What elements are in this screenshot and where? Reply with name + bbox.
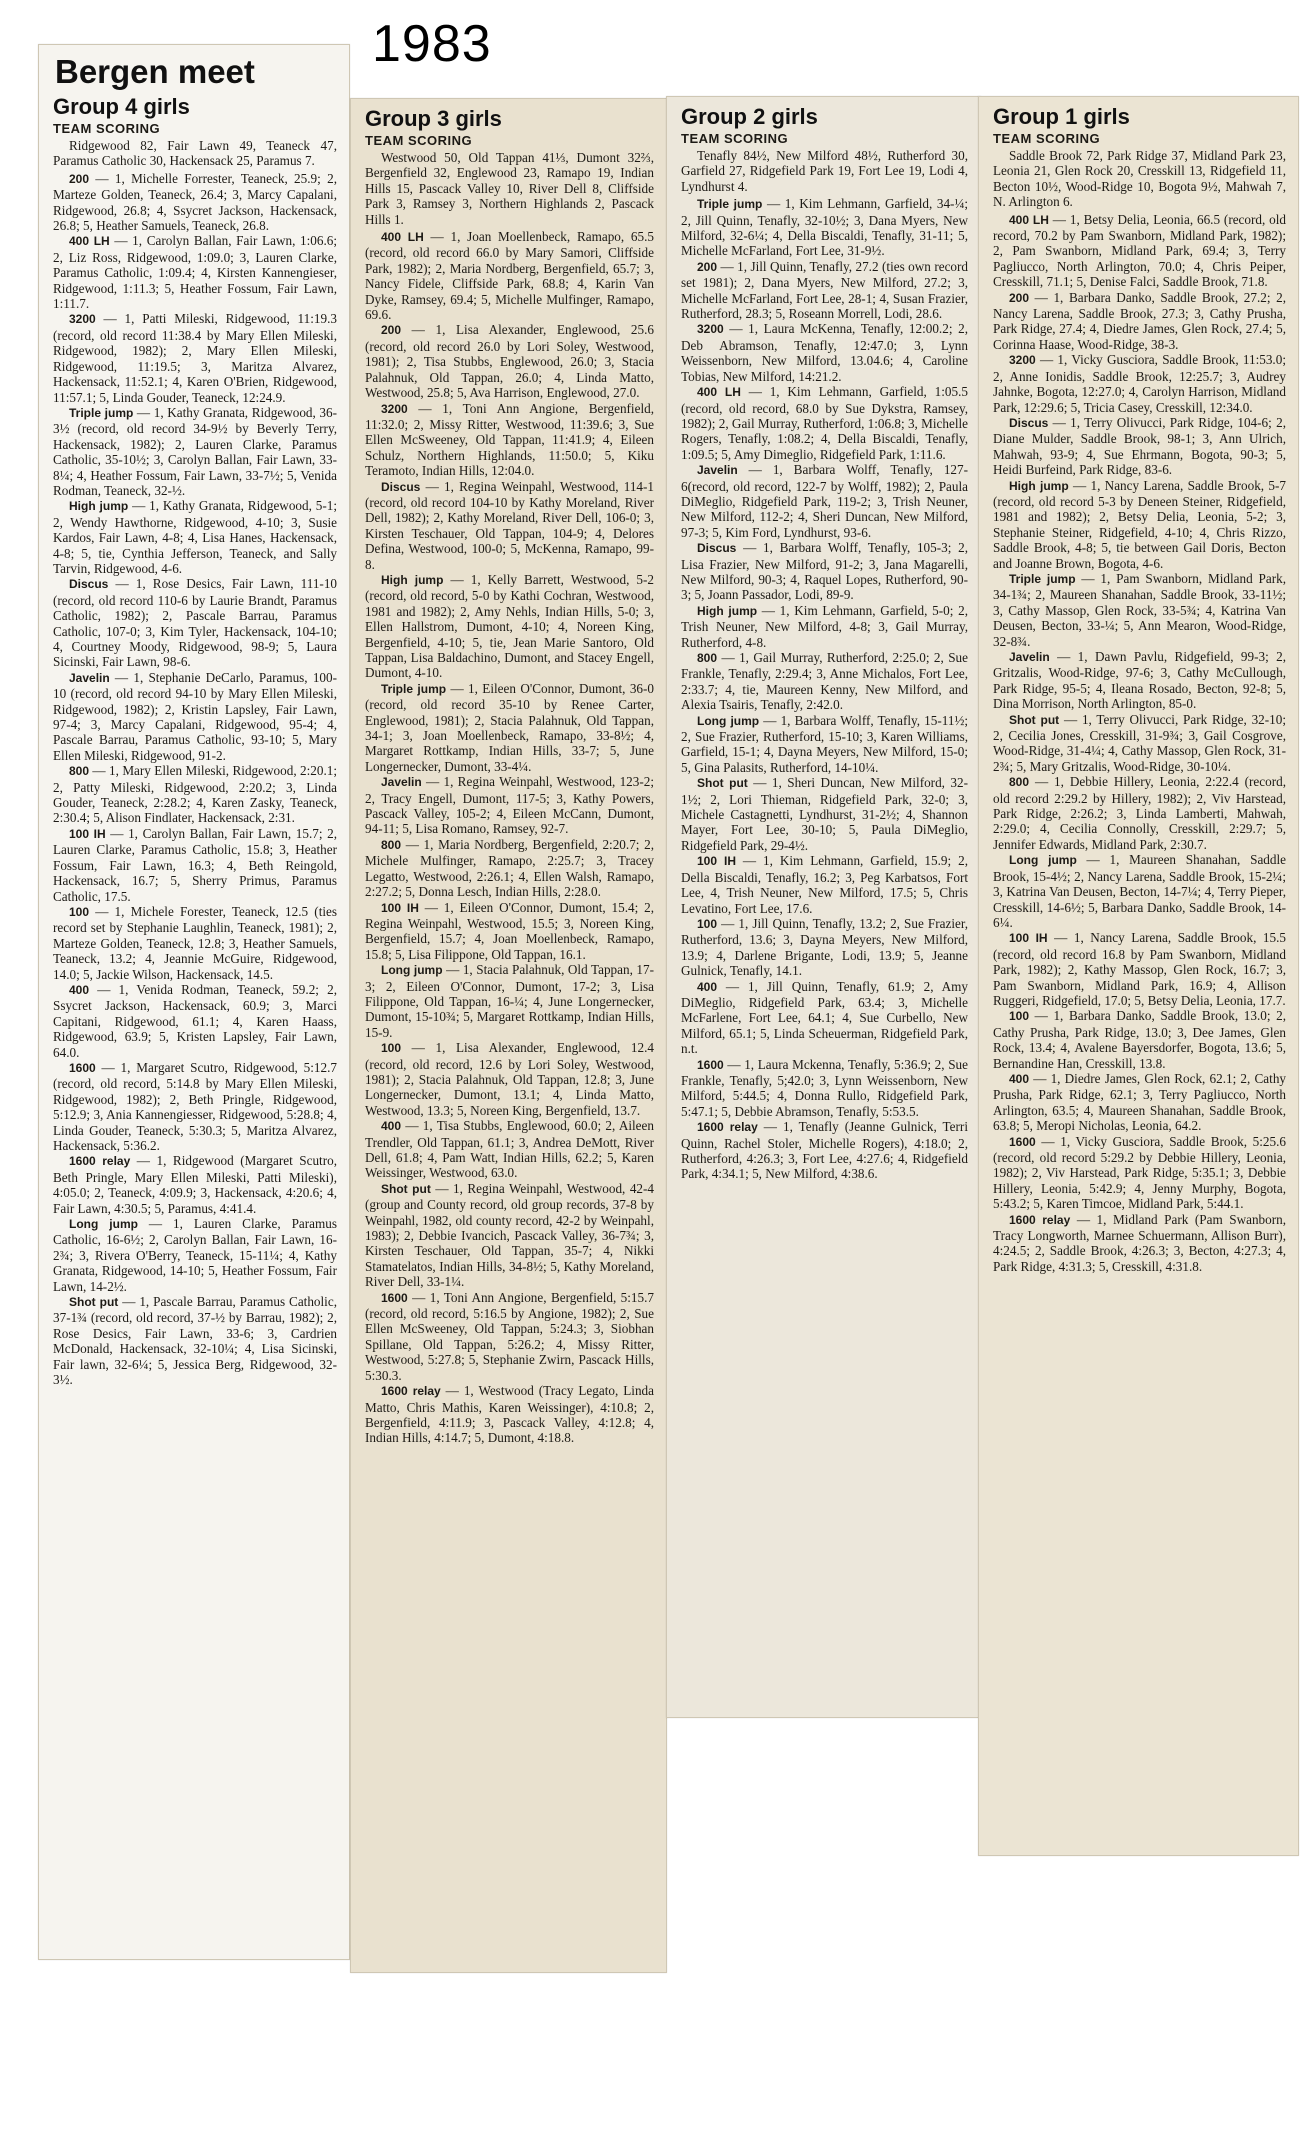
event-result: 100 IH — 1, Eileen O'Connor, Dumont, 15.4; 2, Regina Weinpahl, Westwood, 15.5; 3, Noreen King, Bergenfield, 15.7; 4, Joan Moellenbeck, Ramapo, 15.8; 5, Lisa Filippone, Old Tappan, 16.1. (365, 899, 654, 962)
event-text: 1, Stephanie DeCarlo, Paramus, 100-10 (record, old record 94-10 by Mary Ellen Mileski, Ridgewood, 1982); 2, Kristin Lapsley, Fair Lawn, 97-4; 3, Marcy Capalani, Ridgewood, 95-4; 4, Pascale Barrau, Paramus Catholic, 93-10; 5, Mary Ellen Mileski, Ridgewood, 91-2. (53, 669, 337, 763)
event-text: 1, Westwood (Tracy Legato, Linda Matto, Chris Mathis, Karen Weissinger), 4:10.8; 2, Bergenfield, 4:11.9; 3, Pascack Valley, 4:12.8; 4, Indian Hills, 4:14.7; 5, Dumont, 4:18.8. (365, 1383, 654, 1446)
event-result: 400 — 1, Venida Rodman, Teaneck, 59.2; 2, Ssycret Jackson, Hackensack, 60.9; 3, Marci Capitani, Ridgewood, 61.1; 4, Karen Haass, Ridgewood, 63.9; 5, Kristen Lapsley, Fair Lawn, 64.0. (53, 981, 337, 1060)
team-scoring-label: TEAM SCORING (365, 133, 473, 148)
event-name: 400 (381, 1119, 402, 1134)
event-text: 1, Carolyn Ballan, Fair Lawn, 15.7; 2, Lauren Clarke, Paramus Catholic, 15.8; 3, Heather Fossum, Fair Lawn, 16.3; 4, Beth Reingold, Hackensack, 16.7; 5, Sherry Primus, Paramus Catholic, 17.5. (53, 825, 338, 904)
event-result: 400 LH — 1, Joan Moellenbeck, Ramapo, 65.5 (record, old record 66.0 by Mary Samori, Cliffside Park, 1982); 2, Maria Nordberg, Bergenfield, 65.7; 3, Nancy Fidele, Cliffside Park, 68.8; 4, Karin Van Dyke, Ramsey, 69.4; 5, Michelle Mulfinger, Ramapo, 69.6. (365, 229, 655, 323)
event-text: 1, Barbara Danko, Saddle Brook, 13.0; 2, Cathy Prusha, Park Ridge, 13.0; 3, Dee James, Glen Rock, 13.4; 4, Avalene Bayersdorfer, Bogota, 13.6; 5, Bernandine Han, Cresskill, 13.8. (993, 1008, 1287, 1071)
event-result: 200 — 1, Barbara Danko, Saddle Brook, 27.2; 2, Nancy Larena, Saddle Brook, 27.3; 3, Cathy Prusha, Park Ridge, 27.4; 4, Diedre James, Glen Rock, 27.4; 5, Corinna Haase, Wood-Ridge, 38-3. (993, 289, 1287, 352)
event-text: 1, Eileen O'Connor, Dumont, 15.4; 2, Regina Weinpahl, Westwood, 15.5; 3, Noreen King, Bergenfield, 15.7; 4, Joan Moellenbeck, Ramapo, 15.8; 5, Lisa Filippone, Old Tappan, 16.1. (365, 899, 654, 962)
event-name: Long jump (381, 963, 443, 978)
event-text: 1, Kelly Barrett, Westwood, 5-2 (record, old record, 5-0 by Kathi Cochran, Westwood, 1981 and 1982); 2, Amy Nehls, Indian Hills, 5-0; 3, Ellen Hallstrom, Dumont, 4-10; 4, Noreen King, Bergenfield, 4-10; 5, tie, Jean Marie Santoro, Old Tappan, Lisa Baldachino, Dumont, and Stacey Engell, Dumont, 4-10. (365, 571, 654, 681)
event-name: Javelin (697, 463, 738, 478)
event-result: Shot put — 1, Regina Weinpahl, Westwood, 42-4 (group and County record, old group records, 37-8 by Weinpahl, 1982, old county record, 42-2 by Weinpahl, 1983); 2, Debbie Ivancich, Pascack Valley, 36-7¾; 3, Kirsten Teschauer, Old Tappan, 35-7; 4, Nikki Stamatelatos, Indian Hills, 34-8½; 5, Kathy Moreland, River Dell, 33-1¼. (365, 1180, 655, 1290)
event-text: 1, Toni Ann Angione, Bergenfield, 11:32.0; 2, Missy Ritter, Westwood, 11:39.6; 3, Sue Ellen McSweeney, Old Tappan, 11:41.9; 4, Eileen Schulz, Northern Highlands, 11:50.0; 5, Kiku Teramoto, Indian Hills, 12:04.0. (365, 400, 654, 479)
event-text: 1, Patti Mileski, Ridgewood, 11:19.3 (record, old record 11:38.4 by Mary Ellen Mileski, Ridgewood, 1982); 2, Mary Ellen Mileski, Ridgewood, 11:19.5; 3, Maritza Alvarez, Hackensack, 11:52.1; 4, Karen O'Brien, Ridgewood, 11:57.1; 5, Linda Gouder, Teaneck, 12:24.9. (53, 311, 337, 405)
event-name: 400 LH (381, 230, 424, 245)
event-text: 1, Vicky Gusciora, Saddle Brook, 11:53.0; 2, Anne Ionidis, Saddle Brook, 12:25.7; 3, Audrey Jahnke, Bogota, 12:27.0; 4, Carolyn Harrison, Midland Park, 12:29.6; 5, Tricia Casey, Cresskill, 12:34.0. (993, 352, 1286, 415)
event-name: Triple jump (381, 681, 447, 696)
event-result: Javelin — 1, Barbara Wolff, Tenafly, 127-6(record, old record, 122-7 by Wolff, 1982); 2, Paula DiMeglio, Ridgefield Park, 119-2; 3, Trish Neuner, New Milford, 112-2; 4, Sheri Duncan, New Milford, 97-3; 5, Kim Ford, Lyndhurst, 93-6. (681, 462, 968, 540)
section-title: Group 2 girls (681, 104, 818, 129)
event-name: 400 LH (69, 234, 110, 249)
event-name: High jump (697, 603, 758, 618)
event-name: 3200 (381, 401, 408, 416)
event-name: 100 IH (381, 900, 419, 915)
event-result: Discus — 1, Barbara Wolff, Tenafly, 105-3; 2, Lisa Frazier, New Milford, 91-2; 3, Jana Magarelli, New Milford, 90-3; 4, Raquel Lopes, Rutherford, 90-3; 5, Joann Passador, Lodi, 89-9. (681, 540, 968, 603)
event-name: Discus (69, 577, 109, 592)
event-text: 1, Michelle Forrester, Teaneck, 25.9; 2, Marteze Golden, Teaneck, 26.4; 3, Marcy Capalani, Ridgewood, 26.8; 4, Ssycret Jackson, Hackensack, 26.8; 5, Heather Samuels, Teaneck, 26.8. (53, 170, 338, 234)
event-result: High jump — 1, Nancy Larena, Saddle Brook, 5-7 (record, old record 5-3 by Deneen Steiner, Ridgefield, 1981 and 1982); 2, Betsy Delia, Leonia, 5-2; 3, Stephanie Steiner, Ridgefield, 4-10; 4, Chris Rizzo, Saddle Brook, 4-8; 5, tie between Gail Doris, Becton and Joanne Brown, Bogota, 4-6. (993, 477, 1286, 571)
event-name: High jump (1009, 478, 1069, 493)
event-text: 1, Regina Weinpahl, Westwood, 42-4 (group and County record, old group records, 37-8 by Weinpahl, 1982, old county record, 42-2 by Weinpahl, 1983); 2, Debbie Ivancich, Pascack Valley, 36-7¾; 3, Kirsten Teschauer, Old Tappan, 35-7; 4, Nikki Stamatelatos, Indian Hills, 34-8½; 5, Kathy Moreland, River Dell, 33-1¼. (365, 1180, 655, 1290)
event-result: 1600 relay — 1, Tenafly (Jeanne Gulnick, Terri Quinn, Rachel Stoler, Michelle Rogers), 4:18.0; 2, Rutherford, 4:26.3; 3, Fort Lee, 4:27.6; 4, Ridgefield Park, 4:34.1; 5, New Milford, 4:38.6. (681, 1119, 968, 1182)
event-name: High jump (381, 572, 444, 587)
event-name: 1600 relay (381, 1384, 441, 1399)
clipping-group-2 (666, 96, 981, 1718)
event-text: 1, Laura Mckenna, Tenafly, 5:36.9; 2, Sue Frankle, Tenafly, 5;42.0; 3, Lynn Weissenborn, New Milford, 5:44.5; 4, Donna Rullo, Ridgefield Park, 5:47.1; 5, Debbie Abramson, Tenafly, 5:53.5. (681, 1056, 969, 1119)
event-name: High jump (69, 499, 129, 514)
event-name: 100 (381, 1041, 402, 1056)
event-result: Discus — 1, Terry Olivucci, Park Ridge, 104-6; 2, Diane Mulder, Saddle Brook, 98-1; 3, Ann Ulrich, Mahwah, 93-9; 4, Sue Ehrmann, Bogota, 90-3; 5, Heidi Burfeind, Park Ridge, 83-6. (993, 414, 1286, 478)
event-text: 1, Betsy Delia, Leonia, 66.5 (record, old record, 70.2 by Pam Swanborn, Midland Park, 1982); 2, Pam Swanborn, Midland Park, 69.4; 3, Terry Pagliucco, North Arlington, 70.0; 4, Chris Peiper, Cresskill, 71.1; 5, Denise Falci, Saddle Brook, 71.8. (993, 211, 1286, 290)
event-text: 1, Nancy Larena, Saddle Brook, 15.5 (record, old record 16.8 by Pam Swanborn, Midland Park, 1982); 2, Kathy Massop, Glen Rock, 16.7; 3, Pam Swanborn, Midland Park, 16.9; 4, Allison Ruggeri, Ridgefield, 17.0; 5, Betsy Delia, Leonia, 17.7. (993, 930, 1287, 1008)
clipping-group-1 (978, 96, 1299, 1856)
event-result: 800 — 1, Maria Nordberg, Bergenfield, 2:20.7; 2, Michele Mulfinger, Ramapo, 2:25.7; 3, Tracey Legatto, Westwood, 2:26.1; 4, Ellen Walsh, Ramapo, 2:27.2; 5, Donna Lesch, Indian Hills, 2:28.0. (365, 836, 655, 900)
event-result: 100 IH — 1, Kim Lehmann, Garfield, 15.9; 2, Della Biscaldi, Tenafly, 16.2; 3, Peg Karbatsos, Fort Lee, 4, Trish Neuner, New Milford, 17.5; 5, Chris Levatino, Fort Lee, 17.6. (681, 853, 968, 916)
event-text: 1, Pam Swanborn, Midland Park, 34-1¾; 2, Maureen Shanahan, Saddle Brook, 33-11½; 3, Cathy Massop, Glen Rock, 33-5¾; 4, Katrina Van Deusen, Becton, 33-¼; 5, Ann Mearon, Wood-Ridge, 32-8¾. (993, 570, 1286, 649)
event-text: 1, Jill Quinn, Tenafly, 27.2 (ties own record set 1981); 2, Dana Myers, New Milford, 27.2; 3, Michelle McFarland, Fort Lee, 28-1; 4, Susan Frazier, Rutherford, 28.3; 5, Roseann Morrell, Lodi, 28.6. (681, 258, 968, 322)
event-name: Long jump (697, 713, 760, 728)
event-text: 1, Maria Nordberg, Bergenfield, 2:20.7; 2, Michele Mulfinger, Ramapo, 2:25.7; 3, Tracey Legatto, Westwood, 2:26.1; 4, Ellen Walsh, Ramapo, 2:27.2; 5, Donna Lesch, Indian Hills, 2:28.0. (365, 836, 655, 900)
event-result: 100 — 1, Lisa Alexander, Englewood, 12.4 (record, old record, 12.6 by Lori Soley, Westwood, 1981); 2, Stacia Palahnuk, Old Tappan, 12.8; 3, June Longernecker, Dumont, 13.1; 4, Linda Matto, Westwood, 13.3; 5, Noreen King, Bergenfield, 13.7. (365, 1040, 655, 1118)
team-scoring-label: TEAM SCORING (53, 121, 161, 136)
event-result: Triple jump — 1, Pam Swanborn, Midland Park, 34-1¾; 2, Maureen Shanahan, Saddle Brook, 33-11½; 3, Cathy Massop, Glen Rock, 33-5¾; 4, Katrina Van Deusen, Becton, 33-¼; 5, Ann Mearon, Wood-Ridge, 32-8¾. (993, 570, 1286, 649)
event-text: 1, Barbara Wolff, Tenafly, 127-6(record, old record, 122-7 by Wolff, 1982); 2, Paula DiMeglio, Ridgefield Park, 119-2; 3, Trish Neuner, New Milford, 112-2; 4, Sheri Duncan, New Milford, 97-3; 5, Kim Ford, Lyndhurst, 93-6. (681, 462, 968, 540)
event-name: Triple jump (697, 197, 763, 212)
event-result: Triple jump — 1, Kim Lehmann, Garfield, 34-¼; 2, Jill Quinn, Tenafly, 32-10½; 3, Dana Myers, New Milford, 32-6¼; 4, Della Biscaldi, Tenafly, 31-11; 5, Michelle McFarland, Fort Lee, 31-9½. (681, 196, 968, 259)
team-scoring: Ridgewood 82, Fair Lawn 49, Teaneck 47, Paramus Catholic 30, Hackensack 25, Paramus 7. (53, 138, 337, 169)
event-name: 100 IH (697, 854, 736, 869)
event-result: 100 — 1, Jill Quinn, Tenafly, 13.2; 2, Sue Frazier, Rutherford, 13.6; 3, Dayna Meyers, New Milford, 13.9; 4, Darlene Brigante, Lodi, 13.9; 5, Jeanne Gulnick, Tenafly, 14.1. (681, 915, 968, 979)
event-name: Discus (1009, 415, 1049, 430)
event-result: High jump — 1, Kathy Granata, Ridgewood, 5-1; 2, Wendy Hawthorne, Ridgewood, 4-10; 3, Susie Kardos, Fair Lawn, 4-8; 4, Lisa Hanes, Hackensack, 4-8; 5, tie, Cynthia Jefferson, Teaneck, and Sally Tarvin, Ridgewood, 4-6. (53, 498, 337, 576)
event-result: High jump — 1, Kelly Barrett, Westwood, 5-2 (record, old record, 5-0 by Kathi Cochran, Westwood, 1981 and 1982); 2, Amy Nehls, Indian Hills, 5-0; 3, Ellen Hallstrom, Dumont, 4-10; 4, Noreen King, Bergenfield, 4-10; 5, tie, Jean Marie Santoro, Old Tappan, Lisa Baldachino, Dumont, and Stacey Engell, Dumont, 4-10. (365, 571, 654, 681)
event-result: Long jump — 1, Barbara Wolff, Tenafly, 15-11½; 2, Sue Frazier, Rutherford, 15-10; 3, Karen Williams, Garfield, 15-1; 4, Dayna Meyers, New Milford, 15-0; 5, Gina Palasits, Rutherford, 14-10¼. (681, 712, 968, 775)
event-result: 100 — 1, Barbara Danko, Saddle Brook, 13.0; 2, Cathy Prusha, Park Ridge, 13.0; 3, Dee James, Glen Rock, 13.4; 4, Avalene Bayersdorfer, Bogota, 13.6; 5, Bernandine Han, Cresskill, 13.8. (993, 1008, 1287, 1071)
event-text: 1, Pascale Barrau, Paramus Catholic, 37-1¾ (record, old record, 37-½ by Barrau, 1982); 2, Rose Desics, Fair Lawn, 33-6; 3, Cardrien McDonald, Hackensack, 32-10¼; 4, Lisa Sicinski, Fair lawn, 32-6¼; 5, Jessica Berg, Ridgewood, 32-3½. (53, 1294, 337, 1388)
year-label: 1983 (372, 15, 492, 73)
event-name: 3200 (697, 322, 724, 337)
team-scoring-label: TEAM SCORING (681, 131, 789, 146)
event-result: 200 — 1, Jill Quinn, Tenafly, 27.2 (ties own record set 1981); 2, Dana Myers, New Milford, 27.2; 3, Michelle McFarland, Fort Lee, 28-1; 4, Susan Frazier, Rutherford, 28.3; 5, Roseann Morrell, Lodi, 28.6. (681, 258, 968, 322)
event-result: 3200 — 1, Patti Mileski, Ridgewood, 11:19.3 (record, old record 11:38.4 by Mary Ellen Mileski, Ridgewood, 1982); 2, Mary Ellen Mileski, Ridgewood, 11:19.5; 3, Maritza Alvarez, Hackensack, 11:52.1; 4, Karen O'Brien, Ridgewood, 11:57.1; 5, Linda Gouder, Teaneck, 12:24.9. (53, 311, 337, 405)
event-name: Discus (381, 479, 421, 494)
event-name: 1600 (69, 1060, 96, 1075)
event-text: 1, Midland Park (Pam Swanborn, Tracy Longworth, Marnee Schuermann, Allison Burr), 4:24.5; 2, Saddle Brook, 4:26.3; 3, Becton, 4:27.3; 4, Park Ridge, 4:31.3; 5, Cresskill, 4:31.8. (993, 1211, 1287, 1274)
event-name: 400 LH (697, 385, 741, 400)
event-text: 1, Lauren Clarke, Paramus Catholic, 16-6½; 2, Carolyn Ballan, Fair Lawn, 16-2¾; 3, Rivera O'Berry, Teaneck, 15-11¼; 4, Kathy Granata, Ridgewood, 14-10; 5, Heather Fossum, Fair Lawn, 14-2½. (53, 1216, 337, 1294)
event-text: 1, Kim Lehmann, Garfield, 1:05.5 (record, old record, 68.0 by Sue Dykstra, Ramsey, 1982); 2, Gail Murray, Rutherford, 1:06.8; 3, Michelle Rogers, Tenafly, 1:08.2; 4, Della Biscaldi, Tenafly, 1:09.5; 5, Amy Dimeglio, Ridgefield Park, 1:11.6. (681, 384, 969, 462)
team-scoring-label: TEAM SCORING (993, 131, 1101, 146)
event-name: 3200 (1009, 353, 1036, 368)
event-results (677, 196, 972, 1182)
event-text: 1, Sheri Duncan, New Milford, 32-1½; 2, Lori Thieman, Ridgefield Park, 32-0; 3, Michele Castagnetti, Lyndhurst, 31-2½; 4, Shannon Mayer, Fort Lee, 30-10; 5, Paula DiMeglio, Ridgefield Park, 29-4½. (681, 775, 968, 853)
event-result: Long jump — 1, Maureen Shanahan, Saddle Brook, 15-4½; 2, Nancy Larena, Saddle Brook, 15-2¼; 3, Katrina Van Deusen, Becton, 14-7¼; 4, Terry Pieper, Cresskill, 14-6½; 5, Barbara Danko, Saddle Brook, 14-6¼. (993, 852, 1287, 930)
event-text: 1, Laura McKenna, Tenafly, 12:00.2; 2, Deb Abramson, Tenafly, 12:47.0; 3, Lynn Weissenborn, New Milford, 13.04.6; 4, Caroline Tobias, New Milford, 14:21.2. (681, 321, 969, 384)
event-result: 100 IH — 1, Nancy Larena, Saddle Brook, 15.5 (record, old record 16.8 by Pam Swanborn, Midland Park, 1982); 2, Kathy Massop, Glen Rock, 16.7; 3, Pam Swanborn, Midland Park, 16.9; 4, Allison Ruggeri, Ridgefield, 17.0; 5, Betsy Delia, Leonia, 17.7. (993, 930, 1287, 1008)
event-text: 1, Jill Quinn, Tenafly, 61.9; 2, Amy DiMeglio, Ridgefield Park, 63.4; 3, Michelle McFarlene, Fort Lee, 64.1; 4, Sue Curbello, New Milford, 65.1; 5, Linda Scheuerman, Ridgefield Park, n.t. (681, 978, 968, 1057)
event-result: 3200 — 1, Vicky Gusciora, Saddle Brook, 11:53.0; 2, Anne Ionidis, Saddle Brook, 12:25.7; 3, Audrey Jahnke, Bogota, 12:27.0; 4, Carolyn Harrison, Midland Park, 12:29.6; 5, Tricia Casey, Cresskill, 12:34.0. (993, 352, 1286, 415)
event-name: 200 (381, 323, 402, 338)
event-text: 1, Regina Weinpahl, Westwood, 123-2; 2, Tracy Engell, Dumont, 117-5; 3, Kathy Powers, Pascack Valley, 105-2; 4, Eileen McCann, Dumont, 94-11; 5, Lisa Romano, Ramsey, 92-7. (365, 774, 655, 837)
event-text: 1, Terry Olivucci, Park Ridge, 32-10; 2, Cecilia Jones, Cresskill, 31-9¾; 3, Gail Cosgrove, Wood-Ridge, 31-4¼; 4, Cathy Massop, Glen Rock, 31-2¾; 5, Mary Gritzalis, Wood-Ridge, 30-10¼. (993, 711, 1287, 774)
event-name: 400 (697, 979, 718, 994)
event-text: 1, Gail Murray, Rutherford, 2:25.0; 2, Sue Frankle, Tenafly, 2:29.4; 3, Anne Michalos, Fort Lee, 2:33.7; 4, tie, Maureen Kenny, New Milford, and Alexia Tsairis, Tenafly, 2:42.0. (681, 650, 968, 713)
event-text: 1, Maureen Shanahan, Saddle Brook, 15-4½; 2, Nancy Larena, Saddle Brook, 15-2¼; 3, Katrina Van Deusen, Becton, 14-7¼; 4, Terry Pieper, Cresskill, 14-6½; 5, Barbara Danko, Saddle Brook, 14-6¼. (993, 852, 1287, 930)
event-result: Triple jump — 1, Kathy Granata, Ridgewood, 36-3½ (record, old record 34-9½ by Beverly Terry, Hackensack, 1982); 2, Lauren Clarke, Paramus Catholic, 35-10½; 3, Carolyn Ballan, Fair Lawn, 33-8¼; 4, Heather Fossum, Fair Lawn, 33-7½; 5, Venida Rodman, Teaneck, 32-½. (53, 404, 337, 498)
event-result: 400 — 1, Jill Quinn, Tenafly, 61.9; 2, Amy DiMeglio, Ridgefield Park, 63.4; 3, Michelle McFarlene, Fort Lee, 64.1; 4, Sue Curbello, New Milford, 65.1; 5, Linda Scheuerman, Ridgefield Park, n.t. (681, 978, 968, 1057)
event-result: High jump — 1, Kim Lehmann, Garfield, 5-0; 2, Trish Neuner, New Milford, 4-8; 3, Gail Murray, Rutherford, 4-8. (681, 602, 968, 650)
event-name: 400 LH (1009, 212, 1049, 227)
event-result: 400 — 1, Tisa Stubbs, Englewood, 60.0; 2, Aileen Trendler, Old Tappan, 61.1; 3, Andrea DeMott, River Dell, 61.8; 4, Pam Watt, Indian Hills, 62.2; 5, Karen Weissinger, Westwood, 63.0. (365, 1118, 654, 1181)
event-result: 200 — 1, Michelle Forrester, Teaneck, 25.9; 2, Marteze Golden, Teaneck, 26.4; 3, Marcy Capalani, Ridgewood, 26.8; 4, Ssycret Jackson, Hackensack, 26.8; 5, Heather Samuels, Teaneck, 26.8. (53, 170, 338, 234)
event-results (361, 229, 658, 1446)
event-text: 1, Rose Desics, Fair Lawn, 111-10 (record, old record 110-6 by Laurie Brandt, Paramus Catholic, 1982); 2, Pascale Barrau, Paramus Catholic, 107-0; 3, Kim Tyler, Hackensack, 104-10; 4, Courtney Moody, Ridgewood, 98-9; 5, Laura Sicinski, Fair Lawn, 98-6. (53, 576, 338, 670)
event-result: Long jump — 1, Lauren Clarke, Paramus Catholic, 16-6½; 2, Carolyn Ballan, Fair Lawn, 16-2¾; 3, Rivera O'Berry, Teaneck, 15-11¼; 4, Kathy Granata, Ridgewood, 14-10; 5, Heather Fossum, Fair Lawn, 14-2½. (53, 1216, 337, 1294)
event-name: Javelin (69, 670, 110, 685)
event-text: 1, Kim Lehmann, Garfield, 15.9; 2, Della Biscaldi, Tenafly, 16.2; 3, Peg Karbatsos, Fort Lee, 4, Trish Neuner, New Milford, 17.5; 5, Chris Levatino, Fort Lee, 17.6. (681, 853, 968, 916)
event-name: 1600 (381, 1290, 408, 1305)
event-result: Shot put — 1, Terry Olivucci, Park Ridge, 32-10; 2, Cecilia Jones, Cresskill, 31-9¾; 3, Gail Cosgrove, Wood-Ridge, 31-4¼; 4, Cathy Massop, Glen Rock, 31-2¾; 5, Mary Gritzalis, Wood-Ridge, 30-10¼. (993, 711, 1287, 774)
event-result: 200 — 1, Lisa Alexander, Englewood, 25.6 (record, old record 26.0 by Lori Soley, Westwood, 1981); 2, Tisa Stubbs, Englewood, 26.0; 3, Stacia Palahnuk, Old Tappan, 26.0; 4, Linda Matto, Westwood, 25.8; 5, Ava Harrison, Englewood, 27.0. (365, 322, 655, 401)
event-result: 1600 relay — 1, Westwood (Tracy Legato, Linda Matto, Chris Mathis, Karen Weissinger), 4:10.8; 2, Bergenfield, 4:11.9; 3, Pascack Valley, 4:12.8; 4, Indian Hills, 4:14.7; 5, Dumont, 4:18.8. (365, 1383, 654, 1446)
event-name: 800 (381, 837, 402, 852)
event-text: 1, Kim Lehmann, Garfield, 5-0; 2, Trish Neuner, New Milford, 4-8; 3, Gail Murray, Rutherford, 4-8. (681, 602, 968, 650)
event-result: Javelin — 1, Regina Weinpahl, Westwood, 123-2; 2, Tracy Engell, Dumont, 117-5; 3, Kathy Powers, Pascack Valley, 105-2; 4, Eileen McCann, Dumont, 94-11; 5, Lisa Romano, Ramsey, 92-7. (365, 774, 655, 837)
event-name: Shot put (69, 1295, 119, 1310)
event-text: 1, Debbie Hillery, Leonia, 2:22.4 (record, old record 2:29.2 by Hillery, 1982); 2, Viv Harstead, Park Ridge, 2:26.2; 3, Linda Lamberti, Mahwah, 2:29.0; 4, Cecilia Connolly, Cresskill, 2:29.7; 5, Jennifer Edwards, Midland Park, 2:30.7. (993, 774, 1286, 852)
event-name: 1600 relay (69, 1154, 131, 1169)
event-name: Long jump (69, 1217, 138, 1232)
event-text: 1, Regina Weinpahl, Westwood, 114-1 (record, old record 104-10 by Kathy Moreland, River Dell, 1982); 2, Kathy Moreland, River Dell, 106-0; 3, Kirsten Teschauer, Old Tappan, 104-9; 4, Delores Defina, Westwood, 100-0; 5, McKenna, Ramapo, 99-8. (365, 478, 654, 572)
event-text: 1, Tenafly (Jeanne Gulnick, Terri Quinn, Rachel Stoler, Michelle Rogers), 4:18.0; 2, Rutherford, 4:26.3; 3, Fort Lee, 4:27.6; 4, Ridgefield Park, 4:34.1; 5, New Milford, 4:38.6. (681, 1119, 968, 1182)
event-name: Shot put (1009, 712, 1060, 727)
event-name: 1600 relay (1009, 1212, 1071, 1227)
event-name: Discus (697, 541, 737, 556)
event-name: Javelin (1009, 650, 1050, 664)
event-text: 1, Lisa Alexander, Englewood, 12.4 (record, old record, 12.6 by Lori Soley, Westwood, 1981); 2, Stacia Palahnuk, Old Tappan, 12.8; 3, June Longernecker, Dumont, 13.1; 4, Linda Matto, Westwood, 13.3; 5, Noreen King, Bergenfield, 13.7. (365, 1040, 655, 1118)
event-result: 800 — 1, Gail Murray, Rutherford, 2:25.0; 2, Sue Frankle, Tenafly, 2:29.4; 3, Anne Michalos, Fort Lee, 2:33.7; 4, tie, Maureen Kenny, New Milford, and Alexia Tsairis, Tenafly, 2:42.0. (681, 650, 968, 713)
event-name: 200 (1009, 290, 1030, 305)
clipping-group-3 (350, 98, 667, 1973)
event-result: Discus — 1, Regina Weinpahl, Westwood, 114-1 (record, old record 104-10 by Kathy Moreland, River Dell, 1982); 2, Kathy Moreland, River Dell, 106-0; 3, Kirsten Teschauer, Old Tappan, 104-9; 4, Delores Defina, Westwood, 100-0; 5, McKenna, Ramapo, 99-8. (365, 478, 654, 572)
event-text: 1, Nancy Larena, Saddle Brook, 5-7 (record, old record 5-3 by Deneen Steiner, Ridgefield, 1981 and 1982); 2, Betsy Delia, Leonia, 5-2; 3, Stephanie Steiner, Ridgefield, 4-10; 4, Chris Rizzo, Saddle Brook, 4-8; 5, tie between Gail Doris, Becton and Joanne Brown, Bogota, 4-6. (993, 477, 1286, 571)
section-title: Group 1 girls (993, 104, 1130, 129)
event-text: 1, Mary Ellen Mileski, Ridgewood, 2:20.1; 2, Patty Mileski, Ridgewood, 2:20.2; 3, Linda Gouder, Teaneck, 2:28.2; 4, Karen Zasky, Teaneck, 2:30.4; 5, Alison Findlater, Hackensack, 2:31. (53, 763, 338, 826)
event-result: 100 IH — 1, Carolyn Ballan, Fair Lawn, 15.7; 2, Lauren Clarke, Paramus Catholic, 15.8; 3, Heather Fossum, Fair Lawn, 16.3; 4, Beth Reingold, Hackensack, 16.7; 5, Sherry Primus, Paramus Catholic, 17.5. (53, 825, 338, 904)
event-name: 200 (69, 171, 90, 186)
event-name: 1600 relay (697, 1120, 758, 1135)
event-name: 1600 (697, 1057, 724, 1072)
event-name: 100 (69, 904, 90, 919)
event-result: 400 LH — 1, Carolyn Ballan, Fair Lawn, 1:06.6; 2, Liz Ross, Ridgewood, 1:09.0; 3, Lauren Clarke, Paramus Catholic, 1:09.4; 4, Kirsten Kannengieser, Ridgewood, 1:11.3; 5, Heather Fossum, Fair Lawn, 1:11.7. (53, 233, 338, 312)
event-result: 1600 relay — 1, Midland Park (Pam Swanborn, Tracy Longworth, Marnee Schuermann, Allison Burr), 4:24.5; 2, Saddle Brook, 4:26.3; 3, Becton, 4:27.3; 4, Park Ridge, 4:31.3; 5, Cresskill, 4:31.8. (993, 1211, 1287, 1274)
event-result: 1600 relay — 1, Ridgewood (Margaret Scutro, Beth Pringle, Mary Ellen Mileski, Patti Mileski), 4:05.0; 2, Teaneck, 4:09.9; 3, Hackensack, 4:20.6; 4, Fair Lawn, 4:30.5; 5, Paramus, 4:41.4. (53, 1153, 337, 1216)
event-text: 1, Terry Olivucci, Park Ridge, 104-6; 2, Diane Mulder, Saddle Brook, 98-1; 3, Ann Ulrich, Mahwah, 93-9; 4, Sue Ehrmann, Bogota, 90-3; 5, Heidi Burfeind, Park Ridge, 83-6. (993, 414, 1286, 478)
event-result: 400 — 1, Diedre James, Glen Rock, 62.1; 2, Cathy Prusha, Park Ridge, 62.1; 3, Terry Pagliucco, North Arlington, 63.5; 4, Maureen Shanahan, Saddle Brook, 63.8; 5, Meropi Nicholas, Leonia, 64.2. (993, 1070, 1287, 1134)
event-text: 1, Carolyn Ballan, Fair Lawn, 1:06.6; 2, Liz Ross, Ridgewood, 1:09.0; 3, Lauren Clarke, Paramus Catholic, 1:09.4; 4, Kirsten Kannengieser, Ridgewood, 1:11.3; 5, Heather Fossum, Fair Lawn, 1:11.7. (53, 233, 338, 312)
event-result: 400 LH — 1, Betsy Delia, Leonia, 66.5 (record, old record, 70.2 by Pam Swanborn, Midland Park, 1982); 2, Pam Swanborn, Midland Park, 69.4; 3, Terry Pagliucco, North Arlington, 70.0; 4, Chris Peiper, Cresskill, 71.1; 5, Denise Falci, Saddle Brook, 71.8. (993, 211, 1286, 290)
event-result: 3200 — 1, Toni Ann Angione, Bergenfield, 11:32.0; 2, Missy Ritter, Westwood, 11:39.6; 3, Sue Ellen McSweeney, Old Tappan, 11:41.9; 4, Eileen Schulz, Northern Highlands, 11:50.0; 5, Kiku Teramoto, Indian Hills, 12:04.0. (365, 400, 654, 479)
event-result: 800 — 1, Mary Ellen Mileski, Ridgewood, 2:20.1; 2, Patty Mileski, Ridgewood, 2:20.2; 3, Linda Gouder, Teaneck, 2:28.2; 4, Karen Zasky, Teaneck, 2:30.4; 5, Alison Findlater, Hackensack, 2:31. (53, 763, 338, 826)
event-text: 1, Diedre James, Glen Rock, 62.1; 2, Cathy Prusha, Park Ridge, 62.1; 3, Terry Pagliucco, North Arlington, 63.5; 4, Maureen Shanahan, Saddle Brook, 63.8; 5, Meropi Nicholas, Leonia, 64.2. (993, 1070, 1287, 1134)
event-result: 800 — 1, Debbie Hillery, Leonia, 2:22.4 (record, old record 2:29.2 by Hillery, 1982); 2, Viv Harstead, Park Ridge, 2:26.2; 3, Linda Lamberti, Mahwah, 2:29.0; 4, Cecilia Connolly, Cresskill, 2:29.7; 5, Jennifer Edwards, Midland Park, 2:30.7. (993, 774, 1286, 852)
event-name: Triple jump (69, 405, 134, 420)
event-text: 1, Dawn Pavlu, Ridgefield, 99-3; 2, Gritzalis, Wood-Ridge, 97-6; 3, Cathy McCullough, Park Ridge, 95-5; 4, Ileana Rosado, Becton, 92-8; 5, Dina Morrison, North Arlington, 85-0. (993, 649, 1287, 712)
event-name: 100 IH (69, 826, 106, 841)
event-result: 1600 — 1, Margaret Scutro, Ridgewood, 5:12.7 (record, old record, 5:14.8 by Mary Ellen Mileski, Ridgewood, 1982); 2, Beth Pringle, Ridgewood, 5:12.9; 3, Ania Kannengiesser, Ridgewood, 5:28.8; 4, Linda Gouder, Teaneck, 5:30.3; 5, Maritza Alvarez, Hackensack, 5:36.2. (53, 1059, 337, 1153)
section-title: Group 3 girls (365, 106, 502, 131)
event-result: Shot put — 1, Sheri Duncan, New Milford, 32-1½; 2, Lori Thieman, Ridgefield Park, 32-0; 3, Michele Castagnetti, Lyndhurst, 31-2½; 4, Shannon Mayer, Fort Lee, 30-10; 5, Paula DiMeglio, Ridgefield Park, 29-4½. (681, 775, 968, 853)
event-text: 1, Tisa Stubbs, Englewood, 60.0; 2, Aileen Trendler, Old Tappan, 61.1; 3, Andrea DeMott, River Dell, 61.8; 4, Pam Watt, Indian Hills, 62.2; 5, Karen Weissinger, Westwood, 63.0. (365, 1118, 654, 1181)
event-result: Javelin — 1, Stephanie DeCarlo, Paramus, 100-10 (record, old record 94-10 by Mary Ellen Mileski, Ridgewood, 1982); 2, Kristin Lapsley, Fair Lawn, 97-4; 3, Marcy Capalani, Ridgewood, 95-4; 4, Pascale Barrau, Paramus Catholic, 93-10; 5, Mary Ellen Mileski, Ridgewood, 91-2. (53, 669, 337, 763)
event-text: 1, Vicky Gusciora, Saddle Brook, 5:25.6 (record, old record 5:29.2 by Debbie Hillery, Leonia, 1982); 2, Viv Harstead, Park Ridge, 5:35.1; 3, Debbie Hillery, Leonia, 5:42.9; 4, Jenny Murphy, Bogota, 5:43.2; 5, Karen Timcoe, Midland Park, 5:44.1. (993, 1133, 1287, 1212)
event-name: Shot put (381, 1181, 431, 1196)
event-name: 100 IH (1009, 931, 1048, 946)
event-text: 1, Eileen O'Connor, Dumont, 36-0 (record, old record 35-10 by Renee Carter, Englewood, 1981); 2, Stacia Palahnuk, Old Tappan, 34-1; 3, Joan Moellenbeck, Ramapo, 33-8½; 4, Margaret Rottkamp, Indian Hills, 33-7; 5, June Longernecker, Dumont, 33-4¼. (365, 680, 655, 774)
event-name: Long jump (1009, 853, 1077, 868)
event-result: 100 — 1, Michele Forester, Teaneck, 12.5 (ties record set by Stephanie Laughlin, Teaneck, 1981); 2, Marteze Golden, Teaneck, 12.8; 3, Heather Samuels, Teaneck, 13.2; 4, Jeannie McGuire, Ridgewood, 14.0; 5, Jackie Wilson, Hackensack, 14.5. (53, 903, 338, 982)
event-result: 3200 — 1, Laura McKenna, Tenafly, 12:00.2; 2, Deb Abramson, Tenafly, 12:47.0; 3, Lynn Weissenborn, New Milford, 13.04.6; 4, Caroline Tobias, New Milford, 14:21.2. (681, 321, 969, 384)
team-scoring: Westwood 50, Old Tappan 41⅓, Dumont 32⅔, Bergenfield 32, Englewood 23, Ramapo 19, Indian Hills 15, Pascack Valley 10, River Dell 8, Cliffside Park 3, Ramsey 3, Northern Highlands 2, Pascack Hills 1. (365, 150, 654, 227)
event-text: 1, Joan Moellenbeck, Ramapo, 65.5 (record, old record 66.0 by Mary Samori, Cliffside Park, 1982); 2, Maria Nordberg, Bergenfield, 65.7; 3, Nancy Fidele, Cliffside Park, 68.8; 4, Karin Van Dyke, Ramsey, 69.4; 5, Michelle Mulfinger, Ramapo, 69.6. (365, 229, 655, 323)
event-text: 1, Jill Quinn, Tenafly, 13.2; 2, Sue Frazier, Rutherford, 13.6; 3, Dayna Meyers, New Milford, 13.9; 4, Darlene Brigante, Lodi, 13.9; 5, Jeanne Gulnick, Tenafly, 14.1. (681, 915, 968, 979)
event-name: 400 (69, 982, 90, 997)
event-name: 200 (697, 259, 718, 274)
event-text: 1, Ridgewood (Margaret Scutro, Beth Pringle, Mary Ellen Mileski, Patti Mileski), 4:05.0; 2, Teaneck, 4:09.9; 3, Hackensack, 4:20.6; 4, Fair Lawn, 4:30.5; 5, Paramus, 4:41.4. (53, 1153, 337, 1216)
event-text: 1, Lisa Alexander, Englewood, 25.6 (record, old record 26.0 by Lori Soley, Westwood, 1981); 2, Tisa Stubbs, Englewood, 26.0; 3, Stacia Palahnuk, Old Tappan, 26.0; 4, Linda Matto, Westwood, 25.8; 5, Ava Harrison, Englewood, 27.0. (365, 322, 655, 401)
event-name: Javelin (381, 775, 422, 790)
headline: Bergen meet (55, 53, 255, 90)
event-name: 100 (1009, 1009, 1030, 1024)
clipping-group-4 (38, 44, 350, 1960)
event-name: 800 (697, 651, 718, 665)
event-result: Long jump — 1, Stacia Palahnuk, Old Tappan, 17-3; 2, Eileen O'Connor, Dumont, 17-2; 3, Lisa Filippone, Old Tappan, 16-¼; 4, June Longernecker, Dumont, 15-10¾; 5, Margaret Rottkamp, Indian Hills, 15-9. (365, 962, 654, 1040)
event-name: 100 (697, 916, 718, 931)
event-result: Shot put — 1, Pascale Barrau, Paramus Catholic, 37-1¾ (record, old record, 37-½ by Barrau, 1982); 2, Rose Desics, Fair Lawn, 33-6; 3, Cardrien McDonald, Hackensack, 32-10¼; 4, Lisa Sicinski, Fair lawn, 32-6¼; 5, Jessica Berg, Ridgewood, 32-3½. (53, 1294, 337, 1388)
event-text: 1, Kathy Granata, Ridgewood, 5-1; 2, Wendy Hawthorne, Ridgewood, 4-10; 3, Susie Kardos, Fair Lawn, 4-8; 4, Lisa Hanes, Hackensack, 4-8; 5, tie, Cynthia Jefferson, Teaneck, and Sally Tarvin, Ridgewood, 4-6. (53, 498, 337, 576)
event-name: 800 (1009, 775, 1030, 790)
section-title: Group 4 girls (53, 94, 190, 119)
event-results (989, 212, 1290, 1275)
event-text: 1, Kathy Granata, Ridgewood, 36-3½ (record, old record 34-9½ by Beverly Terry, Hackensack, 1982); 2, Lauren Clarke, Paramus Catholic, 35-10½; 3, Carolyn Ballan, Fair Lawn, 33-8¼; 4, Heather Fossum, Fair Lawn, 33-7½; 5, Venida Rodman, Teaneck, 32-½. (53, 404, 337, 498)
event-name: Shot put (697, 776, 748, 791)
event-text: 1, Toni Ann Angione, Bergenfield, 5:15.7 (record, old record, 5:16.5 by Angione, 1982); 2, Sue Ellen McSweeney, Old Tappan, 5:24.3; 3, Siobhan Spillane, Old Tappan, 5:26.2; 4, Missy Ritter, Westwood, 5:27.8; 5, Stephanie Zwirn, Pascack Hills, 5:30.3. (365, 1289, 655, 1383)
team-scoring: Tenafly 84½, New Milford 48½, Rutherford 30, Garfield 27, Ridgefield Park 19, Fort Lee 19, Lodi 4, Lyndhurst 4. (681, 148, 968, 194)
event-name: 1600 (1009, 1134, 1036, 1149)
event-text: 1, Barbara Wolff, Tenafly, 15-11½; 2, Sue Frazier, Rutherford, 15-10; 3, Karen Williams, Garfield, 15-1; 4, Dayna Meyers, New Milford, 15-0; 5, Gina Palasits, Rutherford, 14-10¼. (681, 712, 968, 775)
event-text: 1, Kim Lehmann, Garfield, 34-¼; 2, Jill Quinn, Tenafly, 32-10½; 3, Dana Myers, New Milford, 32-6¼; 4, Della Biscaldi, Tenafly, 31-11; 5, Michelle McFarland, Fort Lee, 31-9½. (681, 196, 968, 259)
event-result: Javelin — 1, Dawn Pavlu, Ridgefield, 99-3; 2, Gritzalis, Wood-Ridge, 97-6; 3, Cathy McCullough, Park Ridge, 95-5; 4, Ileana Rosado, Becton, 92-8; 5, Dina Morrison, North Arlington, 85-0. (993, 649, 1287, 712)
event-text: 1, Venida Rodman, Teaneck, 59.2; 2, Ssycret Jackson, Hackensack, 60.9; 3, Marci Capitani, Ridgewood, 61.1; 4, Karen Haass, Ridgewood, 63.9; 5, Kristen Lapsley, Fair Lawn, 64.0. (53, 981, 337, 1060)
event-text: 1, Barbara Danko, Saddle Brook, 27.2; 2, Nancy Larena, Saddle Brook, 27.3; 3, Cathy Prusha, Park Ridge, 27.4; 4, Diedre James, Glen Rock, 27.4; 5, Corinna Haase, Wood-Ridge, 38-3. (993, 289, 1287, 352)
event-name: 400 (1009, 1071, 1030, 1086)
event-name: 800 (69, 764, 90, 779)
event-text: 1, Stacia Palahnuk, Old Tappan, 17-3; 2, Eileen O'Connor, Dumont, 17-2; 3, Lisa Filippone, Old Tappan, 16-¼; 4, June Longernecker, Dumont, 15-10¾; 5, Margaret Rottkamp, Indian Hills, 15-9. (365, 962, 654, 1040)
event-result: 1600 — 1, Laura Mckenna, Tenafly, 5:36.9; 2, Sue Frankle, Tenafly, 5;42.0; 3, Lynn Weissenborn, New Milford, 5:44.5; 4, Donna Rullo, Ridgefield Park, 5:47.1; 5, Debbie Abramson, Tenafly, 5:53.5. (681, 1056, 969, 1119)
event-text: 1, Barbara Wolff, Tenafly, 105-3; 2, Lisa Frazier, New Milford, 91-2; 3, Jana Magarelli, New Milford, 90-3; 4, Raquel Lopes, Rutherford, 90-3; 5, Joann Passador, Lodi, 89-9. (681, 540, 968, 603)
event-text: 1, Margaret Scutro, Ridgewood, 5:12.7 (record, old record, 5:14.8 by Mary Ellen Mileski, Ridgewood, 1982); 2, Beth Pringle, Ridgewood, 5:12.9; 3, Ania Kannengiesser, Ridgewood, 5:28.8; 4, Linda Gouder, Teaneck, 5:30.3; 5, Maritza Alvarez, Hackensack, 5:36.2. (53, 1059, 337, 1153)
event-result: Triple jump — 1, Eileen O'Connor, Dumont, 36-0 (record, old record 35-10 by Renee Carter, Englewood, 1981); 2, Stacia Palahnuk, Old Tappan, 34-1; 3, Joan Moellenbeck, Ramapo, 33-8½; 4, Margaret Rottkamp, Indian Hills, 33-7; 5, June Longernecker, Dumont, 33-4¼. (365, 680, 655, 774)
event-result: Discus — 1, Rose Desics, Fair Lawn, 111-10 (record, old record 110-6 by Laurie Brandt, Paramus Catholic, 1982); 2, Pascale Barrau, Paramus Catholic, 107-0; 3, Kim Tyler, Hackensack, 104-10; 4, Courtney Moody, Ridgewood, 98-9; 5, Laura Sicinski, Fair Lawn, 98-6. (53, 576, 338, 670)
event-result: 400 LH — 1, Kim Lehmann, Garfield, 1:05.5 (record, old record, 68.0 by Sue Dykstra, Ramsey, 1982); 2, Gail Murray, Rutherford, 1:06.8; 3, Michelle Rogers, Tenafly, 1:08.2; 4, Della Biscaldi, Tenafly, 1:09.5; 5, Amy Dimeglio, Ridgefield Park, 1:11.6. (681, 384, 969, 462)
event-result: 1600 — 1, Vicky Gusciora, Saddle Brook, 5:25.6 (record, old record 5:29.2 by Debbie Hillery, Leonia, 1982); 2, Viv Harstead, Park Ridge, 5:35.1; 3, Debbie Hillery, Leonia, 5:42.9; 4, Jenny Murphy, Bogota, 5:43.2; 5, Karen Timcoe, Midland Park, 5:44.1. (993, 1133, 1287, 1212)
event-name: Triple jump (1009, 571, 1076, 586)
event-result: 1600 — 1, Toni Ann Angione, Bergenfield, 5:15.7 (record, old record, 5:16.5 by Angione, 1982); 2, Sue Ellen McSweeney, Old Tappan, 5:24.3; 3, Siobhan Spillane, Old Tappan, 5:26.2; 4, Missy Ritter, Westwood, 5:27.8; 5, Stephanie Zwirn, Pascack Hills, 5:30.3. (365, 1289, 655, 1383)
event-text: 1, Michele Forester, Teaneck, 12.5 (ties record set by Stephanie Laughlin, Teaneck, 1981); 2, Marteze Golden, Teaneck, 12.8; 3, Heather Samuels, Teaneck, 13.2; 4, Jeannie McGuire, Ridgewood, 14.0; 5, Jackie Wilson, Hackensack, 14.5. (53, 903, 338, 982)
event-name: 3200 (69, 312, 96, 327)
event-results (49, 171, 341, 1388)
team-scoring: Saddle Brook 72, Park Ridge 37, Midland Park 23, Leonia 21, Glen Rock 20, Cresskill 13, Ridgefield 11, Becton 10½, Wood-Ridge 10, Bogota 9½, Mahwah 7, N. Arlington 6. (993, 148, 1286, 210)
